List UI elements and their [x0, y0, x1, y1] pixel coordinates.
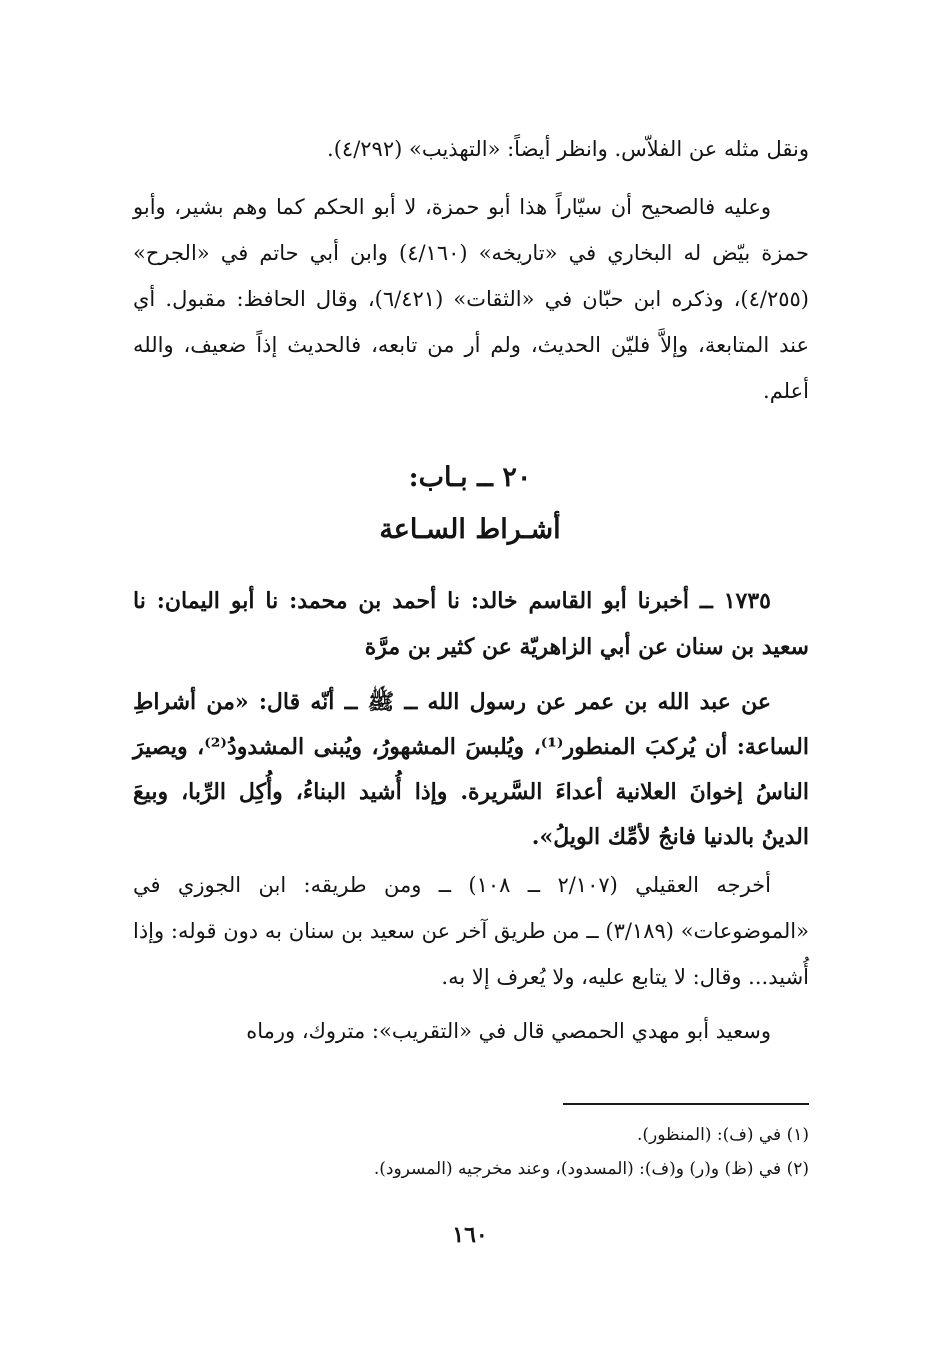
paragraph-text: وعليه فالصحيح أن سيّاراً هذا أبو حمزة، لا أبو الحكم كما وهم بشير، وأبو حمزة بيّض له البخاري في «تاريخه» (٤/١٦٠) وابن أبي حاتم في «الجرح» (٤/٢٥٥)، وذكره ابن حبّان في «الثقات» (٦/٤٢١)، وقال الحافظ: مقبول. أي عند المتابعة، وإلاَّ فليّن الحديث، ولم أر من تابعه، فالحديث إذاً ضعيف، والله أعلم. — [133, 195, 809, 403]
page-number: ١٦٠ — [452, 1222, 488, 1248]
takhrij-text: أخرجه العقيلي (٢/١٠٧ ــ ١٠٨) ــ ومن طريقه: ابن الجوزي في «الموضوعات» (٣/١٨٩) ــ من طريق آخر عن سعيد بن سنان به دون قوله: وإذا أُشيد... وقال: لا يتابع عليه، ولا يُعرف إلا به. — [133, 873, 809, 989]
chapter-title: أشـراط السـاعة — [379, 514, 561, 545]
hadith-matn-text: عن عبد الله بن عمر عن رسول الله ــ ﷺ ــ أنّه قال: «من أشراطِ الساعة: أن يُركبَ المنطور⁽¹⁾، ويُلبسَ المشهورُ، ويُبنى المشدودُ⁽²⁾، ويصيرَ الناسُ إخوانَ العلانية أعداءَ السَّريرة. وإذا أُشيد البناءُ، وأُكِل الرِّبا، وبيعَ الدينُ بالدنيا فانجُ لأمِّك الويلُ». — [133, 689, 809, 850]
hadith-isnad-text: ١٧٣٥ ــ أخبرنا أبو القاسم خالد: نا أحمد بن محمد: نا أبو اليمان: نا سعيد بن سنان عن أبي الزاهريّة عن كثير بن مرَّة — [133, 588, 809, 660]
chapter-number: ٢٠ ــ بـاب: — [408, 462, 532, 493]
paragraph-text: ونقل مثله عن الفلاّس. وانظر أيضاً: «التهذيب» (٤/٢٩٢). — [327, 137, 809, 161]
hadith-matn — [133, 680, 809, 860]
hadith-isnad — [133, 578, 809, 670]
footnote-divider — [563, 1103, 809, 1105]
narrator-paragraph — [133, 1008, 809, 1054]
paragraph-continuation — [133, 126, 809, 172]
takhrij-paragraph — [133, 862, 809, 1000]
footnote-2: (٢) في (ظ) و(ر) و(ف): (المسدود)، وعند مخرجيه (المسرود). — [373, 1159, 809, 1179]
narrator-text: وسعيد أبو مهدي الحمصي قال في «التقريب»: متروك، ورماه — [246, 1019, 771, 1043]
paragraph-commentary — [133, 184, 809, 414]
footnotes — [133, 1118, 809, 1186]
footnote-1: (١) في (ف): (المنظور). — [636, 1125, 809, 1145]
